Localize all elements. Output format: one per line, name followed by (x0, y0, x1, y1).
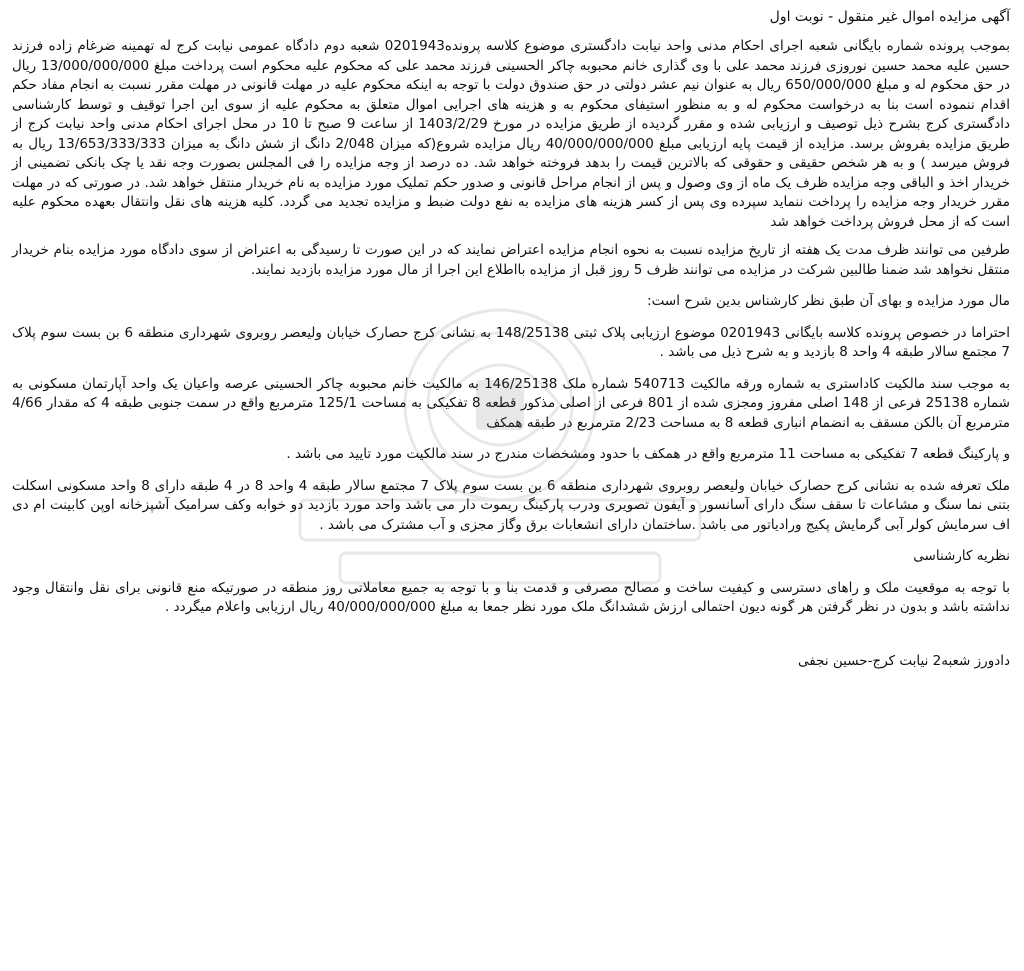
notice-title: آگهی مزایده اموال غیر منقول - نوبت اول (769, 9, 1010, 25)
property-description-paragraph: ملک تعرفه شده به نشانی کرج حصارک خیابان ولیعصر روبروی شهرداری منطقه 6 بن بست سوم پلاک 7 مجتمع سالار طبقه 4 واحد 8 در 4 طبقه دارای 8 واحد مسکونی اسکلت بتنی نما سنگ و مشاعات تا سقف سنگ دارای آسانسور و آیفون تصویری ودرب پارکینگ ریموت دار می باشد واحد مورد بازدید دو خوابه وکف سرامیک آشپزخانه اوپن کابینت ام دی اف سرمایش کولر آبی گرمایش پکیج ورادیاتور می باشد .ساختمان دارای انشعابات برق وگاز مجزی و آب مشترک می باشد . (12, 477, 1010, 533)
auction-details-paragraph: بموجب پرونده شماره بایگانی شعبه اجرای احکام مدنی واحد نیابت دادگستری موضوع کلاسه پرونده0201943 شعبه دوم دادگاه عمومی نیابت کرج له تهمینه ضرغام زاده فرزند حسین علیه محمد حسین نوروزی فرزند محمد علی با وی گذاری خانم محبوبه چاکر الحسینی فرزند محمد علی که محکوم علیه محکوم است پرداخت مبلغ 13/000/000/000 ریال در حق محکوم له و مبلغ 650/000/000 ریال به عنوان نیم عشر دولتی در حق صندوق دولت با توجه به اینکه محکوم علیه در مهلت قانونی در مهلت مقرر نسبت به انجام مفاد حکم اقدام ننموده است بنا به درخواست محکوم له و به منظور استیفای محکوم به و هزینه های اجرایی اموال متعلق به محکوم علیه از سوی این اجرا توقیف و توسط کارشناسی دادگستری کرج بشرح ذیل توصیف و ارزیابی شده و مقرر گردیده از طریق مزایده در مورخ 1403/2/29 از ساعت 9 صبح تا 10 در محل اجرای احکام مدنی واحد نیابت کرج از طریق مزایده بفروش برسد. مزایده از قیمت پایه ارزیابی مبلغ 40/000/000/000 ریال مزایده شروع(که میزان 2/048 دانگ از شش دانگ به میزان 13/653/333/333 ریال به فروش میرسد ) و به هر شخص حقیقی و حقوقی که بالاترین قیمت را بدهد فروخته خواهد شد. ده درصد از وجه مزایده را فی المجلس بصورت وجه نقد یا چک بانکی تضمینی از خریدار اخذ و الباقی وجه مزایده ظرف یک ماه از وی وصول و پس از انجام مراحل قانونی و صدور حکم تملیک مورد مزایده به نام خریدار منتقل خواهد شد. در صورتی که در مهلت مقرر خریدار وجه مزایده را پرداخت ننماید سپرده وی پس از کسر هزینه های مزایده به نفع دولت ضبط و مزایده تجدید می گردد. کلیه هزینه های نقل وانتقال بعهده محکوم علیه است که از محل فروش پرداخت خواهد شد (12, 38, 1011, 230)
parking-paragraph: و پارکینگ قطعه 7 تفکیکی به مساحت 11 مترمربع واقع در همکف با حدود ومشخصات مندرج در سند مالکیت مورد تایید می باشد . (286, 446, 1010, 462)
property-file-paragraph: احتراما در خصوص پرونده کلاسه بایگانی 0201943 موضوع ارزیابی پلاک ثبتی 148/25138 به نشانی کرج حصارک خیابان ولیعصر روبروی شهرداری منطقه 6 بن بست سوم پلاک 7 مجتمع سالار طبقه 4 واحد 8 بازدید و به شرح ذیل می باشد . (12, 324, 1010, 360)
expert-opinion-paragraph: با توجه به موقعیت ملک و راهای دسترسی و کیفیت ساخت و مصالح مصرفی و قدمت بنا و با توجه به جمیع معاملاتی روز منطقه در صورتیکه منع قانونی برای نقل وانتقال وجود نداشته باشد و بدون در نظر گرفتن هر گونه دیون احتمالی ارزش ششدانگ ملک مورد نظر جمعا به مبلغ 40/000/000/000 ریال ارزیابی واعلام میگردد . (12, 579, 1010, 615)
expert-opinion-heading: نظریه کارشناسی (913, 548, 1010, 564)
ownership-paragraph: به موجب سند مالکیت کاداستری به شماره ورقه مالکیت 540713 شماره ملک 146/25138 به مالکیت خانم محبوبه چاکر الحسینی عرصه واعیان یک واحد آپارتمان مسکونی به شماره 25138 فرعی از 148 اصلی مفروز ومجزی شده از 801 فرعی از اصلی مذکور قطعه 8 تفکیکی به مساحت 125/1 مترمربع واقع در سمت جنوبی طبقه 4 که مقدار 4/66 مترمربع آن بالکن مسقف به انضمام انباری قطعه 8 به مساحت 2/23 مترمربع در طبقه همکف (12, 375, 1010, 431)
objection-paragraph: طرفین می توانند ظرف مدت یک هفته از تاریخ مزایده نسبت به نحوه انجام مزایده اعتراض نمایند که در این صورت تا رسیدگی به اعتراض از سوی دادگاه مورد مزایده بنام خریدار منتقل نخواهد شد ضمنا طالبین شرکت در مزایده می توانند ظرف 5 روز قبل از مزایده بااطلاع این اجرا از مال مورد مزایده بازدید نمایند. (12, 242, 1010, 278)
property-intro: مال مورد مزایده و بهای آن طبق نظر کارشناس بدین شرح است: (647, 293, 1010, 309)
signature: دادورز شعبه2 نیابت کرج-حسین نجفی (798, 652, 1010, 669)
